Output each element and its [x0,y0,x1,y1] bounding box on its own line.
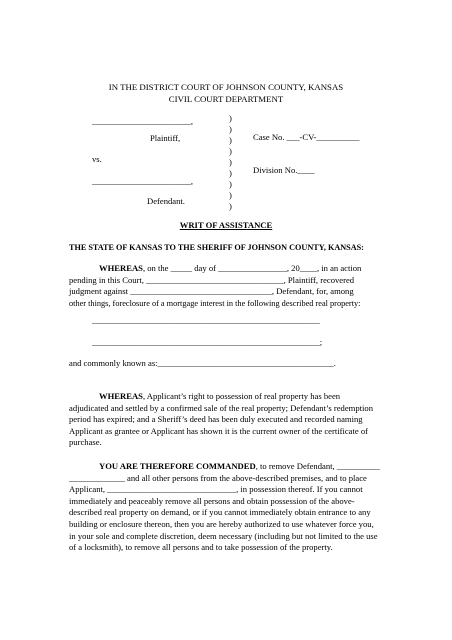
property-line-1: _____________________________________________________ [92,315,320,325]
paren: ) [229,113,232,123]
whereas2-line3: period has expired; and a Sheriff’s deed has been duly executed and recorded naming [69,414,363,425]
paren: ) [229,146,232,156]
salutation-text: THE STATE OF KANSAS TO THE SHERIFF OF JOHNSON COUNTY, KANSAS: [69,243,364,252]
commanded-line1: , to remove Defendant, __________ [255,461,380,471]
court-department: CIVIL COURT DEPARTMENT [168,94,284,104]
whereas-lead: WHEREAS [99,263,143,273]
whereas-paragraph-1 [69,263,387,309]
defendant-label: Defendant. [147,196,185,206]
commonly-known-as: and commonly known as:_________________________________________. [69,358,336,368]
commanded-line3: Applicant, ______________________________, in possession thereof. If you cannot [69,484,363,495]
whereas1-line1: , on the _____ day of ________________, 20____, in an action [142,263,362,273]
whereas2-line1: , Applicant’s right to possession of real property has been [142,391,341,401]
whereas-lead: WHEREAS [99,391,143,401]
whereas2-line5: purchase. [69,437,102,448]
commanded-line5: described real property on demand, or if you cannot immediately obtain entrance to any [69,507,371,518]
versus-label: vs. [92,154,102,164]
caption-divider [229,113,232,212]
plaintiff-blank: _______________________, [92,116,193,126]
court-name: IN THE DISTRICT COURT OF JOHNSON COUNTY, KANSAS [108,82,344,92]
paren: ) [229,201,232,211]
paren: ) [229,135,232,145]
commanded-lead: YOU ARE THEREFORE COMMANDED [99,461,256,471]
paren: ) [229,124,232,134]
defendant-blank: _______________________, [92,176,193,186]
paren: ) [229,157,232,167]
commanded-line4: immediately and peaceably remove all persons and obtain possession of the above- [69,495,355,506]
whereas1-line4: other things, foreclosure of a mortgage interest in the following described real property: [69,298,361,308]
commanded-paragraph [69,461,387,554]
whereas1-line3: judgment against _________________________________, Defendant, for, among [69,286,354,297]
commanded-line2: _____________ and all other persons from the above-described premises, and to place [69,472,367,483]
whereas2-line2: adjudicated and settled by a confirmed sale of the real property; Defendant’s redemption [69,402,374,413]
title-text: WRIT OF ASSISTANCE [179,220,273,230]
property-line-2: _____________________________________________________; [92,337,323,347]
plaintiff-label: Plaintiff, [150,133,181,143]
whereas-paragraph-2 [69,391,387,449]
case-number: Case No. ___-CV-__________ [253,132,360,142]
paren: ) [229,190,232,200]
salutation [69,242,364,254]
division-number: Division No.____ [253,165,315,175]
whereas2-line4: Applicant as grantee or Applicant has shown it is the current owner of the certificate of [69,425,369,436]
commanded-line6: building or enclosure thereon, then you are hereby authorized to use whatever force you, [69,518,374,529]
paren: ) [229,179,232,189]
commanded-line8: of a locksmith), to remove all persons and to take possession of the property. [69,542,333,553]
whereas1-line2: pending in this Court, ________________________________, Plaintiff, recovered [69,274,355,285]
commanded-line7: in your sole and complete discretion, deem necessary (including but not limited to the use [69,530,378,541]
paren: ) [229,168,232,178]
document-title [0,220,452,232]
